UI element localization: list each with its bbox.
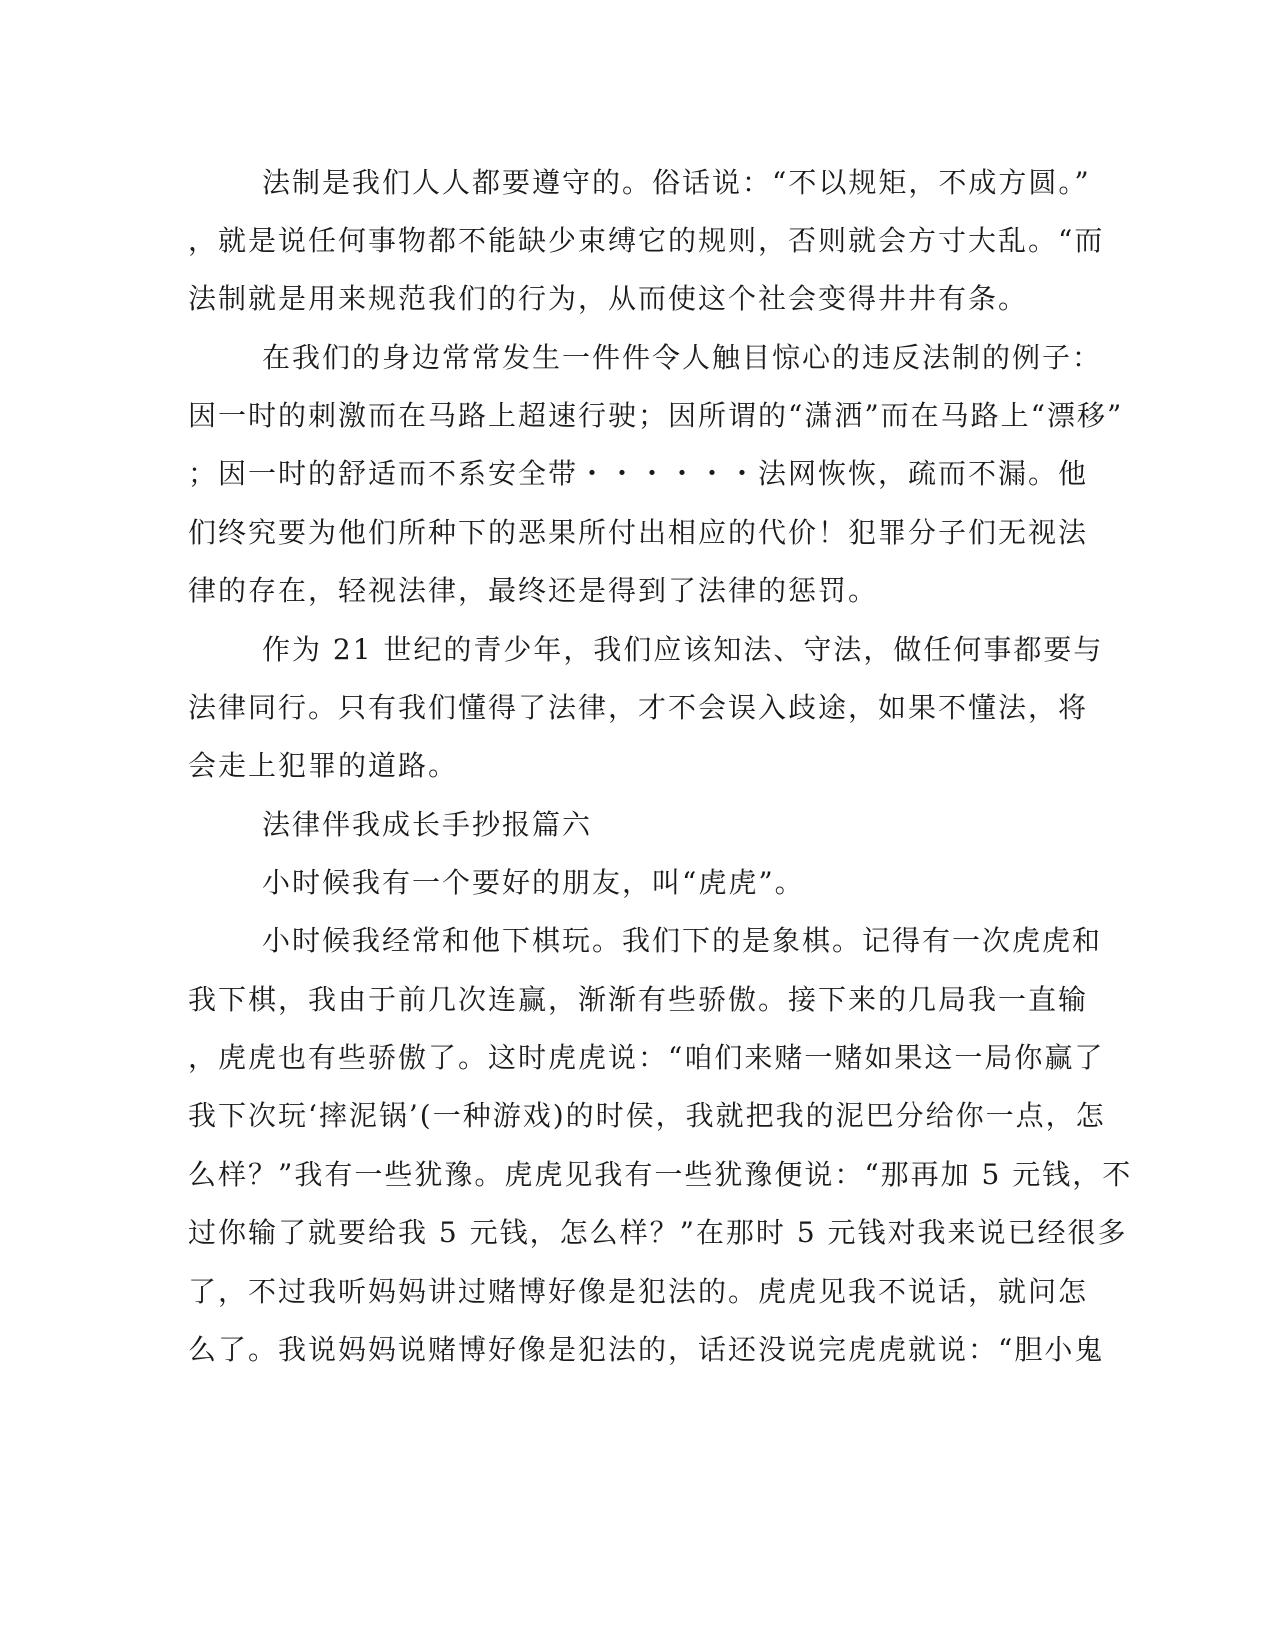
text-line: 们终究要为他们所种下的恶果所付出相应的代价！犯罪分子们无视法 (188, 516, 1089, 549)
text-line: 法制就是用来规范我们的行为，从而使这个社会变得井井有条。 (188, 282, 1029, 315)
text-line: 我下次玩‘摔泥锅’(一种游戏)的时侯，我就把我的泥巴分给你一点，怎 (188, 1099, 1106, 1132)
text-line: 会走上犯罪的道路。 (188, 749, 459, 782)
text-line: 么样？”我有一些犹豫。虎虎见我有一些犹豫便说：“那再加 5 元钱，不 (188, 1158, 1133, 1191)
text-line: 小时候我有一个要好的朋友，叫“虎虎”。 (262, 866, 805, 899)
text-line: 因一时的刺激而在马路上超速行驶；因所谓的“潇洒”而在马路上“漂移” (188, 399, 1124, 432)
text-line: ，就是说任何事物都不能缺少束缚它的规则，否则就会方寸大乱。“而 (188, 224, 1105, 257)
text-line: 法制是我们人人都要遵守的。俗话说：“不以规矩，不成方圆。” (262, 166, 1091, 199)
text-line: 了，不过我听妈妈讲过赌博好像是犯法的。虎虎见我不说话，就问怎 (188, 1275, 1089, 1308)
text-line: 在我们的身边常常发生一件件令人触目惊心的违反法制的例子： (262, 341, 1103, 374)
text-line: 小时候我经常和他下棋玩。我们下的是象棋。记得有一次虎虎和 (262, 924, 1103, 957)
text-line: 过你输了就要给我 5 元钱，怎么样？”在那时 5 元钱对我来说已经很多 (188, 1216, 1128, 1249)
text-line: ；因一时的舒适而不系安全带・・・・・・法网恢恢，疏而不漏。他 (188, 457, 1089, 490)
text-line: 法律同行。只有我们懂得了法律，才不会误入歧途，如果不懂法，将 (188, 691, 1089, 724)
text-line: 我下棋，我由于前几次连赢，渐渐有些骄傲。接下来的几局我一直输 (188, 983, 1089, 1016)
section-heading: 法律伴我成长手抄报篇六 (262, 808, 593, 841)
text-line: 么了。我说妈妈说赌博好像是犯法的，话还没说完虎虎就说：“胆小鬼 (188, 1333, 1105, 1366)
text-line: ，虎虎也有些骄傲了。这时虎虎说：“咱们来赌一赌如果这一局你赢了 (188, 1041, 1105, 1074)
text-line: 律的存在，轻视法律，最终还是得到了法律的惩罚。 (188, 574, 879, 607)
text-line: 作为 21 世纪的青少年，我们应该知法、守法，做任何事都要与 (262, 633, 1104, 666)
